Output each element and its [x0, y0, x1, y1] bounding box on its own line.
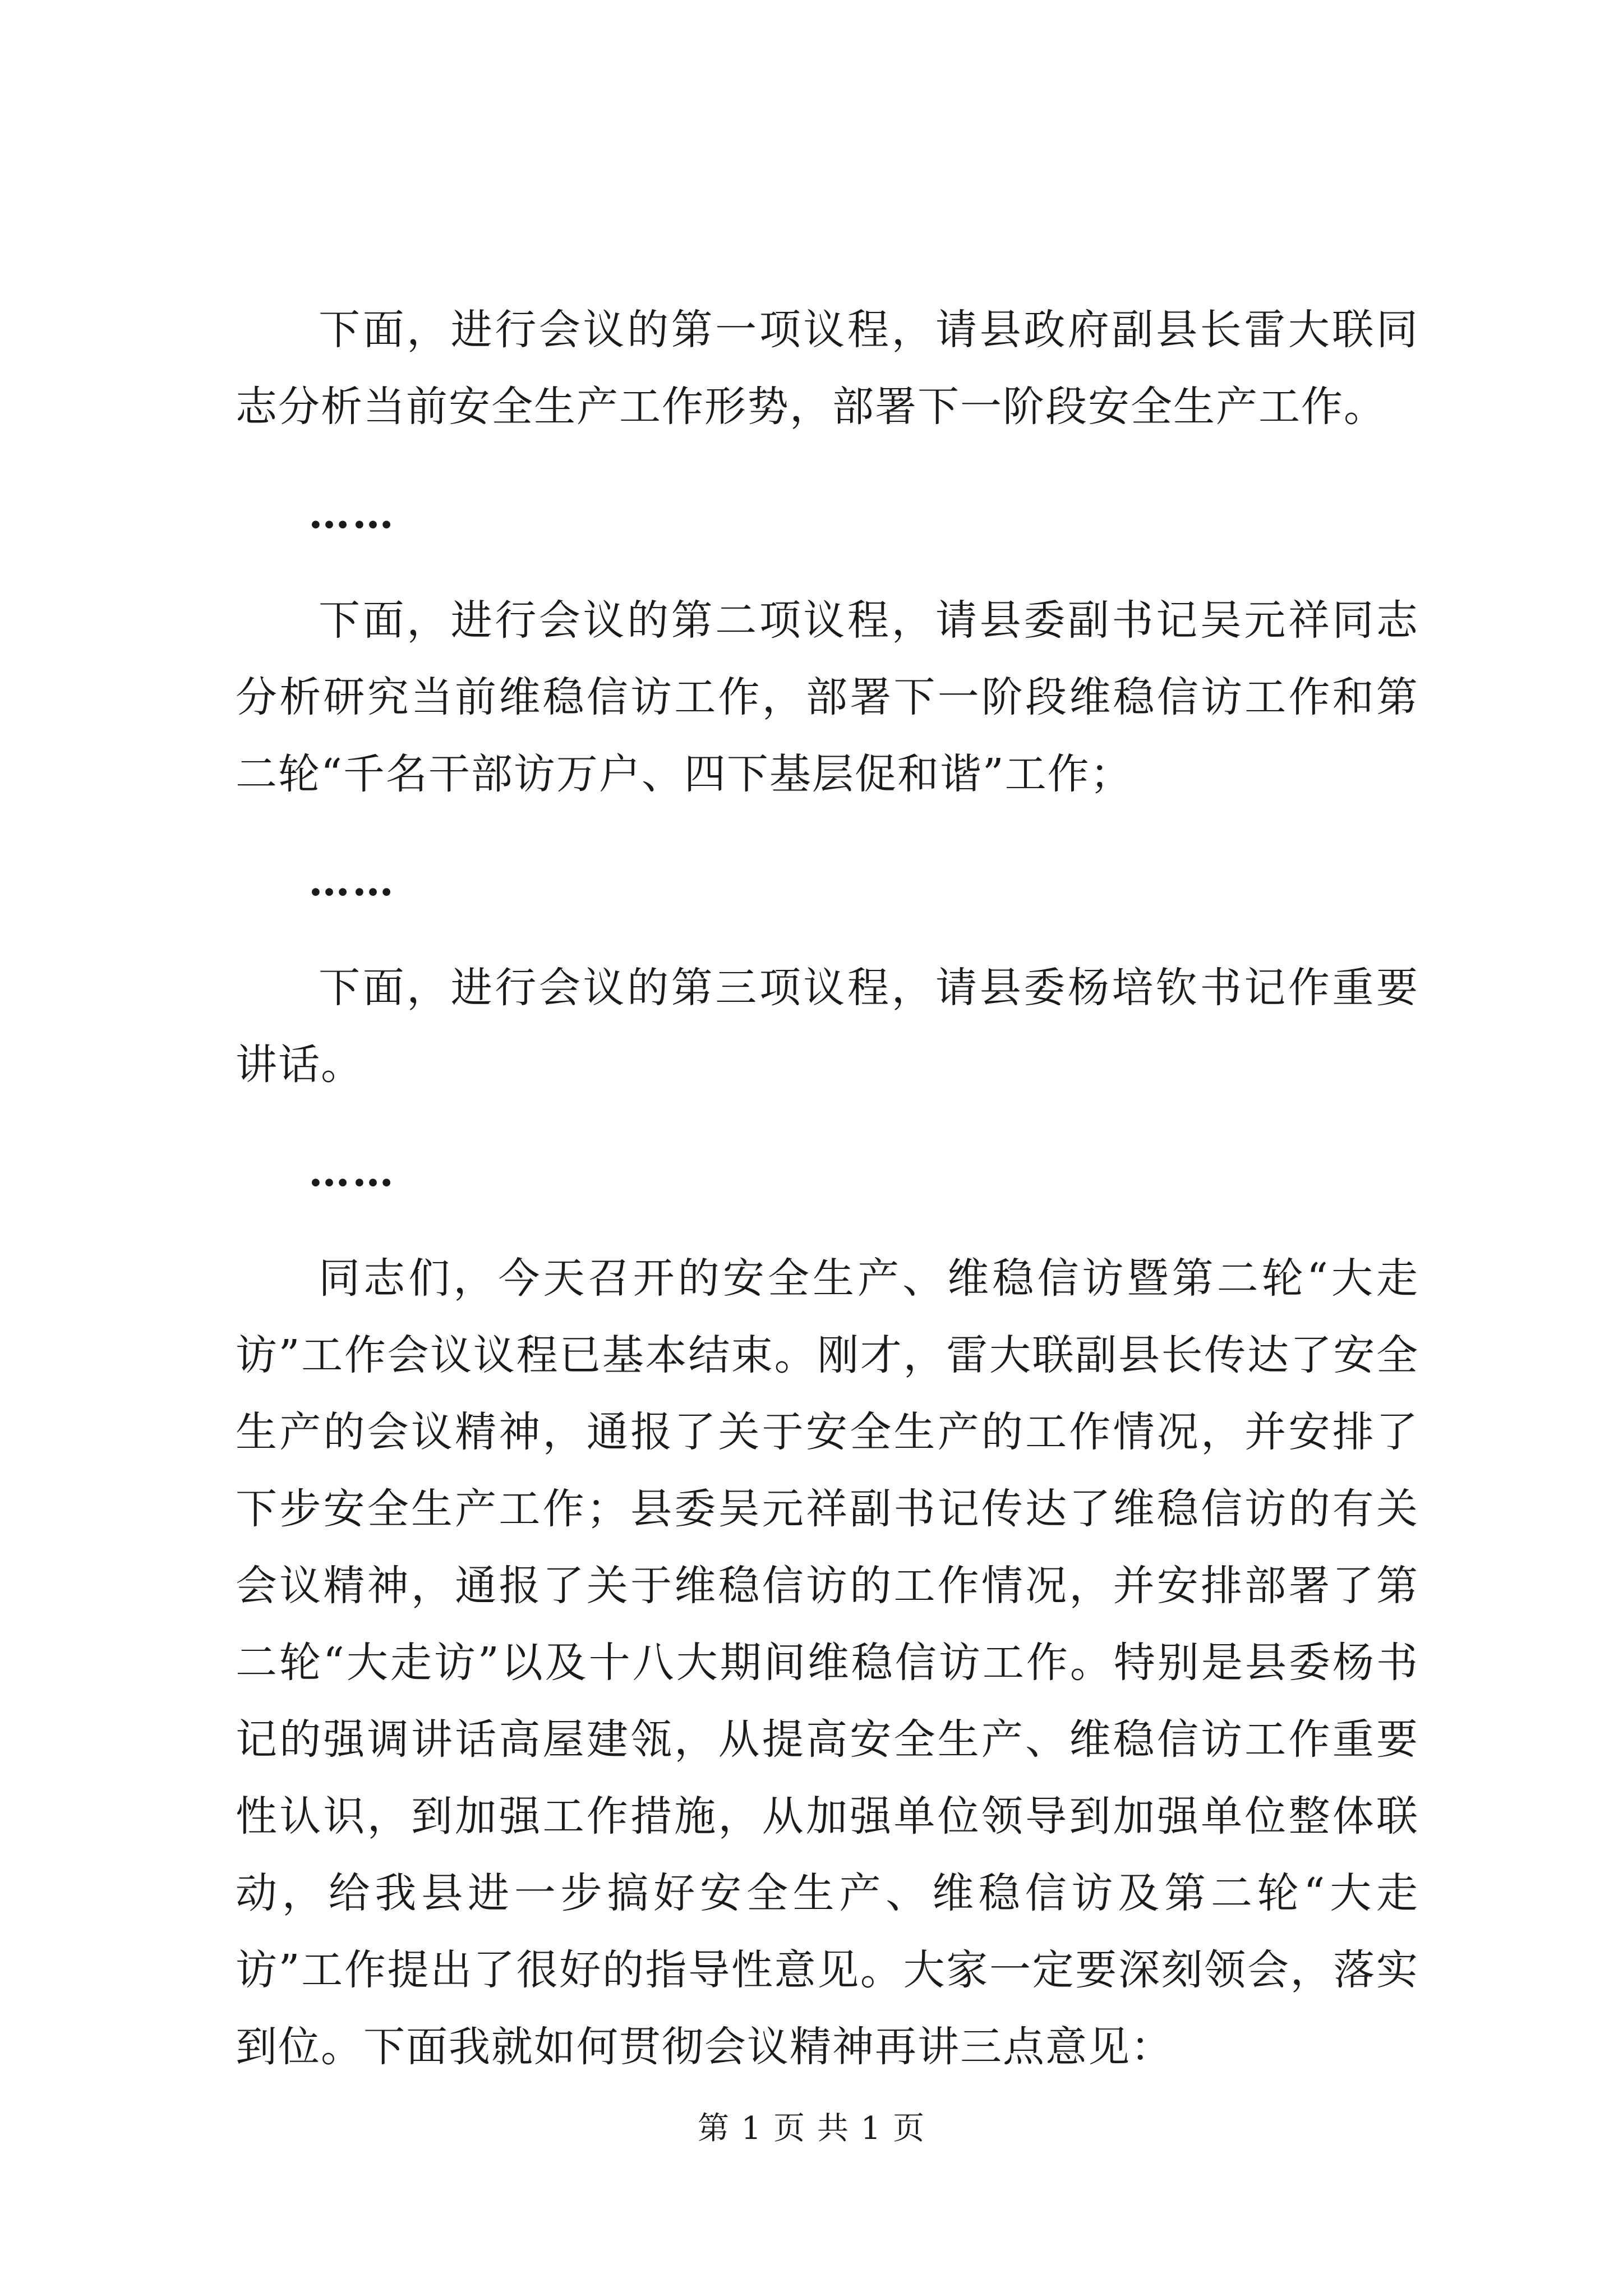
page-number-footer: 第 1 页 共 1 页: [697, 2110, 926, 2147]
agenda-item-3-paragraph: 下面，进行会议的第三项议程，请县委杨培钦书记作重要讲话。: [236, 964, 1419, 1089]
ellipsis-marker: ……: [308, 1148, 396, 1196]
closing-summary-paragraph: 同志们，今天召开的安全生产、维稳信访暨第二轮“大走访”工作会议议程已基本结束。刚才，雷大联副县长传达了安全生产的会议精神，通报了关于安全生产的工作情况，并安排了下步安全生产工作；县委吴元祥副书记传达了维稳信访的有关会议精神，通报了关于维稳信访的工作情况，并安排部署了第二轮“大走访”以及十八大期间维稳信访工作。特别是县委杨书记的强调讲话高屋建瓴，从提高安全生产、维稳信访工作重要性认识，到加强工作措施，从加强单位领导到加强单位整体联动，给我县进一步搞好安全生产、维稳信访及第二轮“大走访”工作提出了很好的指导性意见。大家一定要深刻领会，落实到位。下面我就如何贯彻会议精神再讲三点意见：: [236, 1254, 1419, 2071]
ellipsis-marker: ……: [308, 490, 396, 538]
document-body: [236, 292, 1419, 2126]
agenda-item-2-paragraph: 下面，进行会议的第二项议程，请县委副书记吴元祥同志分析研究当前维稳信访工作，部署下一阶段维稳信访工作和第二轮“千名干部访万户、四下基层促和谐”工作；: [236, 596, 1419, 798]
ellipsis-marker: ……: [308, 857, 396, 905]
agenda-item-1-paragraph: 下面，进行会议的第一项议程，请县政府副县长雷大联同志分析当前安全生产工作形势，部署下一阶段安全生产工作。: [236, 306, 1419, 431]
